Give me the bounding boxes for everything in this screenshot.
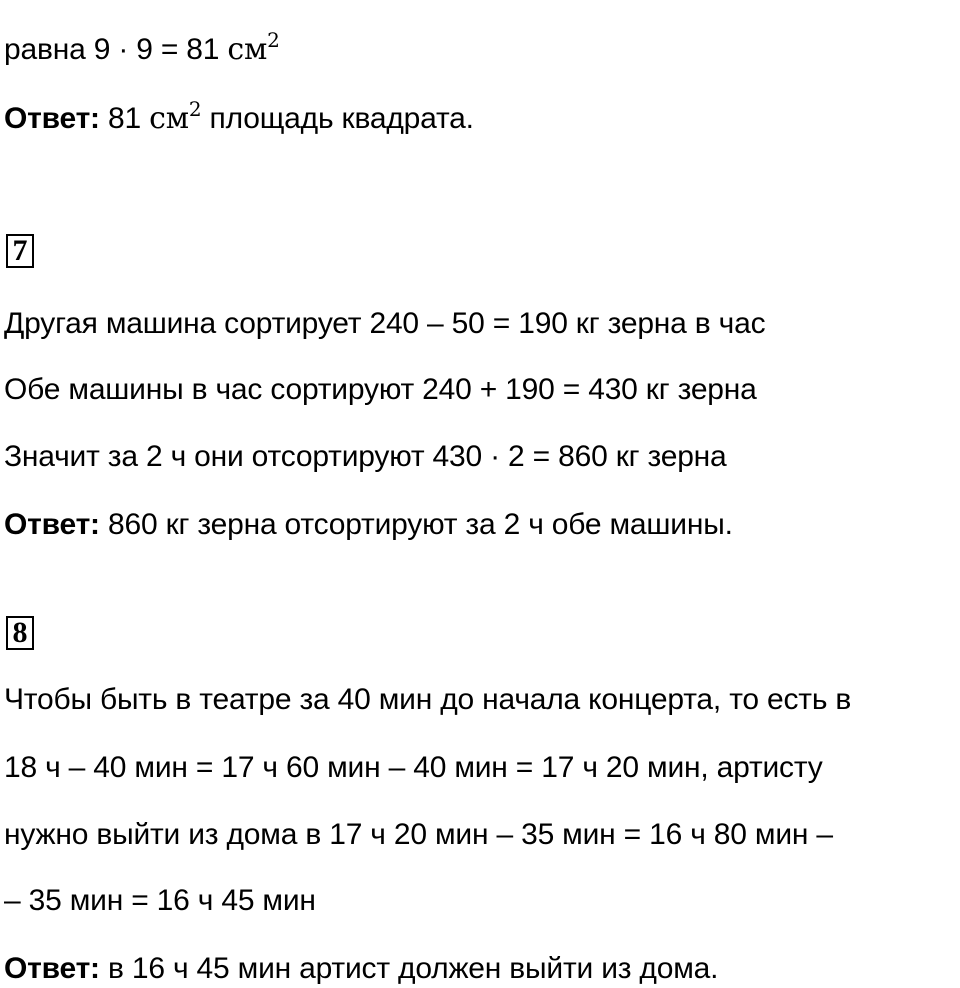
task7-line-1: Другая машина сортирует 240 – 50 = 190 кг зерна в час [4,307,766,340]
answer-label: Ответ: [4,508,100,541]
task7-line-3: Значит за 2 ч они отсортируют 430 · 2 = 860 кг зерна [4,440,727,473]
task8-answer [4,951,718,987]
task7-answer [4,507,733,543]
task8-line-1: Чтобы быть в театре за 40 мин до начала концерта, то есть в [4,683,852,716]
answer-text: в 16 ч 45 мин артист должен выйти из дома. [99,952,719,985]
task-number-8: 8 [6,616,34,650]
answer-label: Ответ: [4,952,100,985]
unit-cm: см [149,101,189,136]
answer-label: Ответ: [4,102,100,135]
answer-text: 860 кг зерна отсортируют за 2 ч обе машины. [99,508,733,541]
answer-value: 81 [99,102,150,135]
unit-exponent: 2 [188,97,202,121]
unit-exponent: 2 [267,28,280,52]
unit-cm: см [227,32,268,67]
task8-line-4: – 35 мин = 16 ч 45 мин [4,884,316,917]
task-number-7: 7 [6,234,34,268]
task7-line-2: Обе машины в час сортируют 240 + 190 = 430 кг зерна [4,373,757,406]
answer-text: площадь квадрата. [201,102,474,135]
prev-task-answer [4,97,474,139]
task8-line-3: нужно выйти из дома в 17 ч 20 мин – 35 мин = 16 ч 80 мин – [4,818,833,851]
prev-task-line-text: равна 9 · 9 = 81 [4,33,228,66]
task8-line-2: 18 ч – 40 мин = 17 ч 60 мин – 40 мин = 17 ч 20 мин, артисту [4,751,823,784]
prev-task-line [4,28,280,70]
